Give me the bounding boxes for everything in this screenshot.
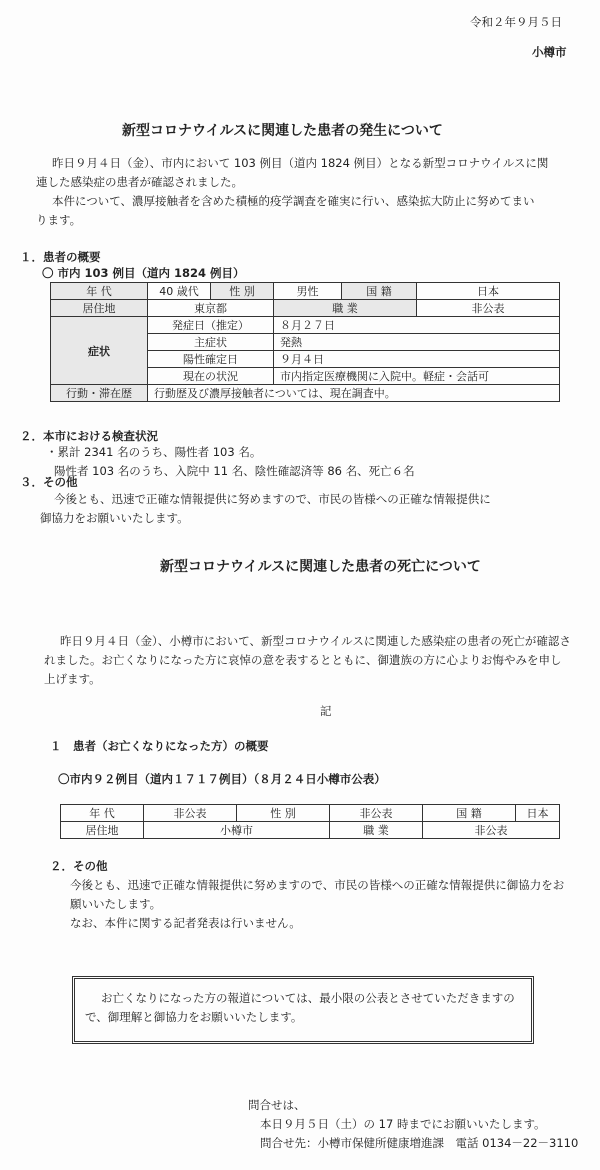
- doc2-section2-line: 今後とも、迅速で正確な情報提供に努めますので、市民の皆様への正確な情報提供に御協力をお: [70, 878, 565, 892]
- doc1-section2-line: 陽性者 103 名のうち、入院中 11 名、陰性確認済等 86 名、死亡６名: [54, 464, 415, 478]
- table-cell: 東京都: [148, 300, 274, 317]
- table-row: [61, 822, 560, 839]
- doc2-section2-heading: ２．その他: [50, 859, 108, 873]
- doc1-section3-body: [40, 490, 491, 528]
- table-cell: 40 歳代: [148, 283, 211, 300]
- table-cell: 居住地: [61, 822, 144, 839]
- table-cell: 発症日（推定）: [148, 317, 274, 334]
- doc2-section1-heading: １ 患者（お亡くなりになった方）の概要: [50, 739, 269, 753]
- contact-footer: [240, 1096, 578, 1153]
- table-cell: 発熱: [274, 334, 560, 351]
- notice-text: [85, 989, 515, 1027]
- table-cell: 非公表: [330, 805, 423, 822]
- doc1-intro-line: 連した感染症の患者が確認されました。: [36, 175, 243, 189]
- doc2-patient-table: [60, 804, 560, 839]
- table-cell: 日本: [516, 805, 560, 822]
- table-cell: 国 籍: [423, 805, 516, 822]
- doc2-intro-line: れました。お亡くなりになった方に哀悼の意を表するとともに、御遺族の方に心よりお悔やみを申し: [44, 653, 562, 667]
- notice-box: [72, 976, 534, 1044]
- doc1-section3-line: 今後とも、迅速で正確な情報提供に努めますので、市民の皆様への正確な情報提供に: [54, 492, 491, 506]
- issuer-city: 小樽市: [532, 45, 567, 59]
- table-cell: 市内指定医療機関に入院中。軽症・会話可: [274, 368, 560, 385]
- table-cell: 非公表: [144, 805, 237, 822]
- table-cell: ８月２７日: [274, 317, 560, 334]
- table-cell: 年 代: [51, 283, 148, 300]
- table-row: [51, 300, 560, 317]
- doc2-title: 新型コロナウイルスに関連した患者の死亡について: [160, 559, 481, 575]
- doc1-title: 新型コロナウイルスに関連した患者の発生について: [122, 123, 443, 139]
- doc2-section2-line: なお、本件に関する記者発表は行いません。: [70, 916, 301, 930]
- table-cell: 非公表: [423, 822, 560, 839]
- doc1-case-label: 〇 市内 103 例目（道内 1824 例目）: [42, 266, 245, 280]
- doc2-intro: [44, 632, 571, 689]
- doc1-section2-heading: ２．本市における検査状況: [20, 429, 158, 443]
- table-cell: 主症状: [148, 334, 274, 351]
- table-cell: 非公表: [417, 300, 560, 317]
- doc1-section1-heading: １．患者の概要: [20, 250, 101, 264]
- doc1-section3-heading: ３．その他: [20, 475, 78, 489]
- table-cell: 性 別: [211, 283, 274, 300]
- table-cell: 行動・滞在歴: [51, 385, 148, 402]
- doc2-section2-line: 願いいたします。: [70, 897, 162, 911]
- doc1-intro-line: ります。: [36, 213, 82, 227]
- table-cell: 陽性確定日: [148, 351, 274, 368]
- notice-line: で、御理解と御協力をお願いいたします。: [85, 1010, 303, 1024]
- doc2-case-label: 〇市内９２例目（道内１７１７例目）（８月２４日小樽市公表）: [58, 772, 386, 786]
- table-cell: ９月４日: [274, 351, 560, 368]
- table-cell: 職 業: [330, 822, 423, 839]
- table-cell: 国 籍: [342, 283, 417, 300]
- table-cell: 日本: [417, 283, 560, 300]
- contact-line: 問合せは、: [248, 1098, 306, 1112]
- doc2-intro-line: 上げます。: [44, 672, 101, 686]
- contact-line: 本日９月５日（土）の 17 時までにお願いいたします。: [260, 1117, 546, 1131]
- doc1-section2-body: [46, 443, 415, 481]
- doc2-ki: 記: [320, 704, 332, 718]
- table-cell: 居住地: [51, 300, 148, 317]
- table-cell: 現在の状況: [148, 368, 274, 385]
- table-row: [51, 385, 560, 402]
- table-cell: 年 代: [61, 805, 144, 822]
- table-row: [51, 317, 560, 334]
- table-cell: 行動歴及び濃厚接触者については、現在調査中。: [148, 385, 560, 402]
- table-cell: 職 業: [274, 300, 417, 317]
- table-cell: 症状: [51, 317, 148, 385]
- doc1-intro: [36, 154, 548, 230]
- doc1-intro-line: 昨日９月４日（金）、市内において 103 例目（道内 1824 例目）となる新型コロナウイルスに関: [52, 156, 549, 170]
- table-cell: 小樽市: [144, 822, 330, 839]
- doc1-patient-table: [50, 282, 560, 402]
- doc2-intro-line: 昨日９月４日（金）、小樽市において、新型コロナウイルスに関連した感染症の患者の死亡が確認さ: [60, 634, 571, 648]
- contact-line: 問合せ先：小樽市保健所健康増進課 電話 0134－22－3110: [260, 1136, 579, 1150]
- table-cell: 性 別: [237, 805, 330, 822]
- table-cell: 男性: [274, 283, 342, 300]
- doc2-section2-body: [70, 876, 564, 933]
- table-row: [51, 283, 560, 300]
- document-date: 令和２年９月５日: [470, 15, 562, 29]
- doc1-intro-line: 本件について、濃厚接触者を含めた積極的疫学調査を確実に行い、感染拡大防止に努めてまい: [52, 194, 535, 208]
- notice-line: お亡くなりになった方の報道については、最小限の公表とさせていただきますの: [101, 991, 515, 1005]
- doc1-section3-line: 御協力をお願いいたします。: [40, 511, 189, 525]
- doc1-section2-line: ・累計 2341 名のうち、陽性者 103 名。: [46, 445, 262, 459]
- table-row: [61, 805, 560, 822]
